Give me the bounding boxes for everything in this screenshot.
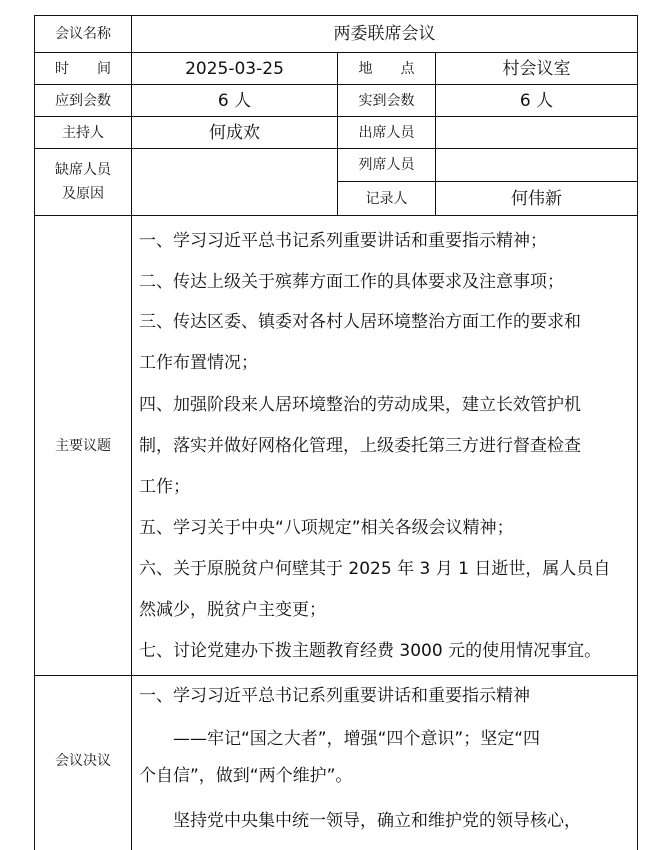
meeting-name-value: 两委联席会议 — [333, 24, 436, 44]
resolution-label: 会议决议 — [55, 753, 111, 769]
host-value: 何成欢 — [209, 122, 260, 143]
expected-count-label: 应到会数 — [55, 92, 111, 109]
agenda-line: 然减少，脱贫户主变更； — [139, 600, 326, 620]
nonvoting-attendees-value — [436, 149, 637, 181]
agenda-line: 五、学习关于中央“八项规定”相关各级会议精神； — [139, 518, 514, 538]
recorder-value: 何伟新 — [511, 188, 562, 209]
agenda-line: 七、讨论党建办下拨主题教育经费 3000 元的使用情况事宜。 — [139, 641, 602, 661]
agenda-line: 四、加强阶段来人居环境整治的劳动成果，建立长效管护机 — [139, 395, 581, 415]
location-label: 地 点 — [358, 60, 415, 77]
agenda-line: 工作布置情况； — [139, 353, 258, 373]
agenda-line: 工作； — [139, 477, 190, 497]
agenda-label: 主要议题 — [55, 437, 111, 454]
resolution-line: 个自信”，做到“两个维护”。 — [139, 766, 353, 786]
absent-label: 缺席人员 及原因 — [55, 162, 111, 202]
nonvoting-attendees-label: 列席人员 — [358, 157, 415, 173]
time-value: 2025-03-25 — [185, 58, 284, 79]
host-label: 主持人 — [62, 124, 104, 141]
agenda-line: 二、传达上级关于殡葬方面工作的具体要求及注意事项； — [139, 272, 564, 292]
actual-count-label: 实到会数 — [358, 92, 415, 109]
attendees-value — [436, 117, 637, 148]
resolution-line: 坚持党中央集中统一领导，确立和维护党的领导核心， — [139, 811, 581, 831]
resolution-line: 一、学习习近平总书记系列重要讲话和重要指示精神 — [139, 686, 530, 706]
location-value: 村会议室 — [502, 58, 571, 79]
expected-count-value: 6 人 — [217, 90, 252, 111]
agenda-line: 六、关于原脱贫户何壁其于 2025 年 3 月 1 日逝世，属人员自 — [139, 559, 611, 579]
agenda-line: 三、传达区委、镇委对各村人居环境整治方面工作的要求和 — [139, 312, 581, 332]
actual-count-value: 6 人 — [519, 90, 554, 111]
agenda-line: 制，落实并做好网格化管理，上级委托第三方进行督查检查 — [139, 436, 581, 456]
absent-value — [132, 149, 337, 215]
resolution-line: ——牢记“国之大者”，增强“四个意识”；坚定“四 — [139, 729, 541, 749]
attendees-label: 出席人员 — [358, 124, 415, 141]
recorder-label: 记录人 — [365, 190, 408, 207]
table-border-right — [637, 15, 638, 850]
agenda-line: 一、学习习近平总书记系列重要讲话和重要指示精神； — [139, 231, 547, 251]
meeting-name-label: 会议名称 — [55, 26, 111, 42]
time-label: 时 间 — [55, 60, 111, 77]
